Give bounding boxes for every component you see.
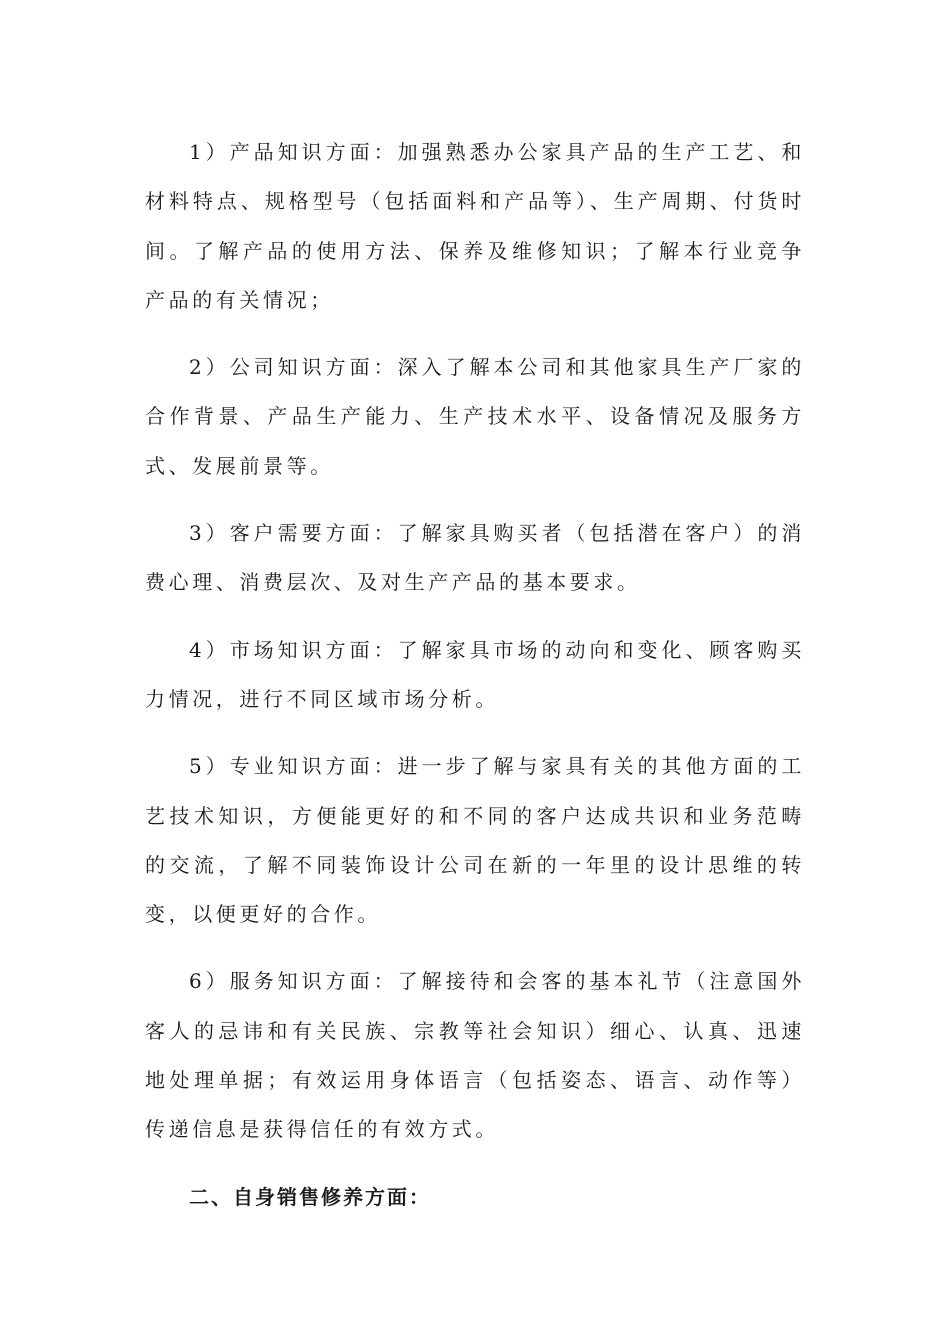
paragraph-product-knowledge: 1）产品知识方面：加强熟悉办公家具产品的生产工艺、和材料特点、规格型号（包括面料和产品等）、生产周期、付货时间。了解产品的使用方法、保养及维修知识；了解本行业竞争产品的有关情况； xyxy=(145,140,805,312)
paragraph-company-knowledge: 2）公司知识方面：深入了解本公司和其他家具生产厂家的合作背景、产品生产能力、生产技术水平、设备情况及服务方式、发展前景等。 xyxy=(145,355,805,478)
document-body xyxy=(145,128,805,1222)
paragraph-market-knowledge: 4）市场知识方面：了解家具市场的动向和变化、顾客购买力情况，进行不同区域市场分析。 xyxy=(145,637,805,711)
paragraph-professional-knowledge: 5）专业知识方面：进一步了解与家具有关的其他方面的工艺技术知识，方便能更好的和不同的客户达成共识和业务范畴的交流，了解不同装饰设计公司在新的一年里的设计思维的转变，以便更好的合作。 xyxy=(145,754,805,927)
section-heading: 二、自身销售修养方面： xyxy=(189,1184,431,1209)
paragraph-customer-needs: 3）客户需要方面：了解家具购买者（包括潜在客户）的消费心理、消费层次、及对生产产品的基本要求。 xyxy=(145,521,805,595)
paragraph-service-knowledge: 6）服务知识方面：了解接待和会客的基本礼节（注意国外客人的忌讳和有关民族、宗教等社会知识）细心、认真、迅速地处理单据；有效运用身体语言（包括姿态、语言、动作等）传递信息是获得信任的有效方式。 xyxy=(145,969,805,1142)
